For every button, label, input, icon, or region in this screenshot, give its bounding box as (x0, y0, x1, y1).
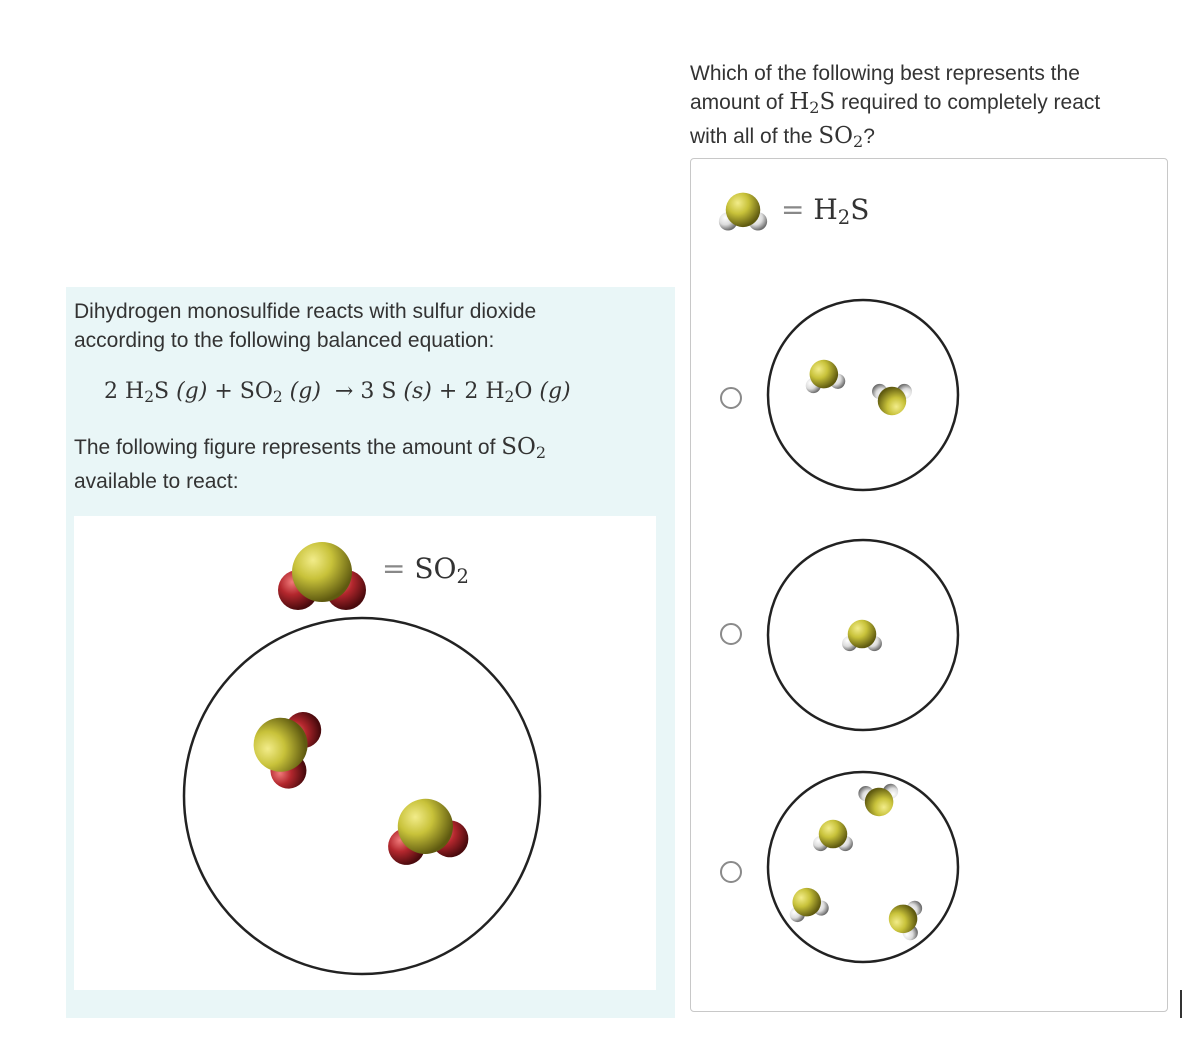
question-line-2 (690, 88, 1160, 122)
h2s-legend-label (781, 193, 869, 229)
eq-coefficient: 2 (104, 379, 118, 404)
eq-subscript: 2 (504, 387, 515, 406)
question-prefix: with all of the (690, 125, 819, 148)
question-subscript: 2 (853, 132, 864, 151)
eq-arrow: → (334, 379, 354, 404)
eq-formula: H (125, 379, 145, 404)
eq-formula: SO (239, 379, 273, 404)
question-subscript: 2 (809, 98, 820, 117)
legend-subscript: 2 (837, 205, 851, 229)
option-a-figure[interactable] (763, 293, 963, 493)
option-c-figure[interactable] (763, 767, 963, 977)
option-a-radio[interactable] (720, 387, 742, 409)
eq-state: (s) (403, 379, 432, 404)
so2-molecule-icon (381, 792, 472, 868)
h2s-molecule-icon (858, 783, 900, 818)
h2s-molecule-icon (784, 883, 831, 924)
question-prefix: amount of (690, 91, 790, 114)
figure-text-subscript: 2 (535, 443, 547, 462)
option-b-figure[interactable] (763, 535, 963, 735)
h2s-legend-molecule (711, 183, 781, 243)
so2-figure (74, 516, 656, 990)
question-formula: S (819, 89, 836, 115)
h2s-molecule-icon (842, 620, 882, 651)
so2-molecule-icon (242, 698, 327, 793)
question-line-3 (690, 122, 1160, 156)
eq-formula: S (381, 379, 397, 404)
legend-equals: = (781, 193, 805, 226)
question-formula: H (789, 89, 810, 115)
balanced-equation (104, 377, 664, 412)
figure-text-line-1 (74, 433, 634, 467)
intro-line-1: Dihydrogen monosulfide reacts with sulfur dioxide (74, 300, 537, 323)
intro-line-2: according to the following balanced equation: (74, 329, 495, 352)
legend-equals: = (382, 552, 406, 585)
legend-formula: H (813, 193, 838, 226)
eq-state: (g) (289, 379, 321, 404)
answer-choices-box (690, 158, 1168, 1012)
h2s-molecule-icon (872, 384, 912, 415)
figure-text-formula: SO (501, 434, 536, 460)
so2-container-circle (184, 618, 540, 974)
eq-subscript: 2 (144, 387, 154, 406)
so2-diagram (74, 516, 656, 990)
eq-plus: + (438, 379, 458, 404)
figure-description (74, 433, 634, 496)
eq-plus: + (214, 379, 233, 404)
question-text (690, 60, 1160, 156)
h2s-molecule-icon (813, 820, 853, 851)
so2-legend-label (382, 552, 469, 588)
problem-panel (66, 287, 675, 1018)
eq-formula: H (485, 379, 505, 404)
eq-subscript: 2 (272, 387, 283, 406)
legend-formula: S (850, 193, 870, 226)
eq-coefficient: 3 (360, 379, 375, 404)
option-a-circle (768, 300, 958, 490)
eq-coefficient: 2 (464, 379, 479, 404)
figure-text-line-2: available to react: (74, 470, 239, 493)
question-line-1: Which of the following best represents the (690, 62, 1080, 85)
question-suffix: ? (863, 125, 875, 148)
option-b-radio[interactable] (720, 623, 742, 645)
h2s-molecule-icon (886, 897, 924, 942)
legend-subscript: 2 (456, 564, 469, 588)
eq-formula: O (514, 379, 533, 404)
option-c-radio[interactable] (720, 861, 742, 883)
h2s-molecule-icon (802, 357, 847, 395)
intro-text (74, 297, 634, 355)
eq-state: (g) (176, 379, 208, 404)
text-cursor (1180, 990, 1182, 1018)
question-suffix: required to completely react (835, 91, 1101, 114)
eq-state: (g) (539, 379, 571, 404)
legend-formula: SO (414, 552, 457, 585)
figure-text-prefix: The following figure represents the amount of (74, 436, 502, 459)
h2s-molecule-icon (719, 193, 767, 231)
eq-formula: S (153, 379, 170, 404)
question-formula: SO (818, 123, 854, 149)
so2-legend-molecule-icon (278, 542, 366, 610)
